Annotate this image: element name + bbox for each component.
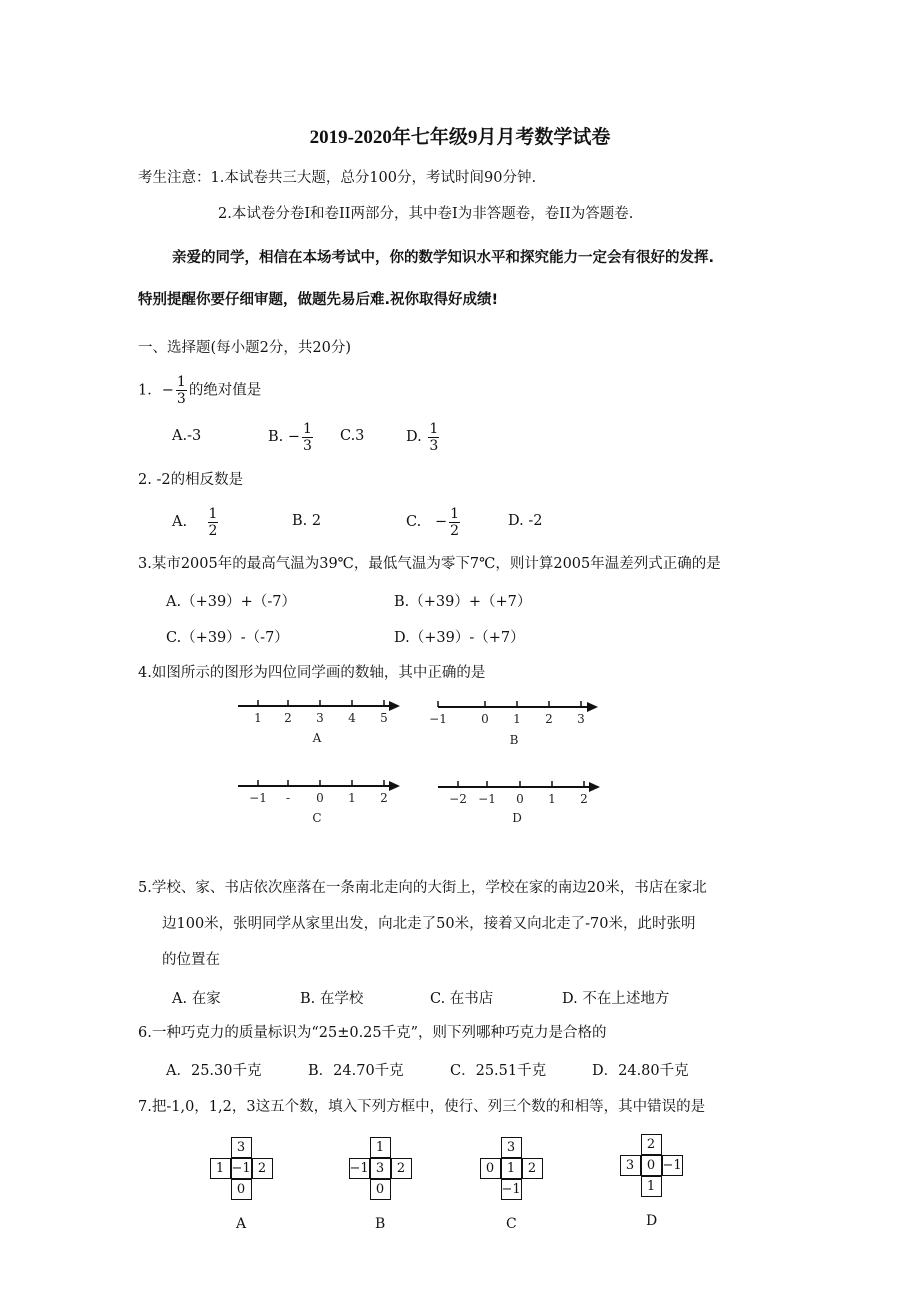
tick-label: 2 [545, 712, 553, 726]
grid-option-label: D [646, 1213, 658, 1229]
grid-cell-top: 3 [231, 1137, 252, 1158]
grid-cell-right: −1 [662, 1155, 683, 1176]
tick-label: 1 [254, 711, 262, 725]
question-5-line-2: 边100米，张明同学从家里出发，向北走了50米，接着又向北走了-70米，此时张明 [162, 916, 696, 932]
notice-text: 1.本试卷共三大题，总分100分，考试时间90分钟. [210, 170, 537, 186]
minus: − [161, 382, 174, 399]
grid-cell-right: 2 [252, 1158, 273, 1179]
question-4: 4.如图所示的图形为四位同学画的数轴，其中正确的是 [138, 665, 486, 681]
opt-label: D. [406, 429, 422, 445]
grid-cell-top: 1 [370, 1137, 391, 1158]
numerator: 1 [176, 374, 186, 390]
denominator: 3 [429, 437, 439, 454]
tick-label: 0 [481, 712, 489, 726]
q1-option-a: A.-3 [172, 428, 202, 444]
q5-option-b: B. 在学校 [300, 991, 364, 1007]
arrow-icon [587, 702, 598, 712]
denominator: 2 [208, 522, 218, 539]
question-6: 6.一种巧克力的质量标识为“25±0.25千克”，则下列哪种巧克力是合格的 [138, 1025, 607, 1041]
q2-option-b: B. 2 [292, 513, 322, 529]
q3-option-d: D.（+39）-（+7） [394, 630, 525, 646]
grid-cell-center: 1 [501, 1158, 522, 1179]
q3-option-c: C.（+39）-（-7） [166, 630, 289, 646]
question-5-line-1: 5.学校、家、书店依次座落在一条南北走向的大街上，学校在家的南边20米，书店在家北 [138, 880, 707, 896]
encourage-2: 特别提醒你要仔细审题，做题先易后难.祝你取得好成绩! [138, 292, 499, 308]
exam-title: 2019-2020年七年级9月月考数学试卷 [309, 127, 611, 148]
arrow-icon [389, 781, 400, 791]
tick-label: 1 [548, 792, 556, 806]
grid-cell-top: 2 [641, 1134, 662, 1155]
arrow-icon [589, 782, 600, 792]
grid-cell-center: −1 [231, 1158, 252, 1179]
opt-label: C. [406, 514, 422, 530]
numerator: 1 [429, 420, 439, 437]
tick-label: −1 [429, 712, 447, 726]
grid-option-label: B [375, 1216, 386, 1232]
q6-option-c: C．25.51千克 [450, 1063, 547, 1079]
numerator: 1 [450, 505, 460, 522]
grid-cell-right: 2 [522, 1158, 543, 1179]
tick-label: 5 [380, 711, 388, 725]
q5-option-d: D. 不在上述地方 [562, 991, 670, 1007]
tick-label: 1 [348, 791, 356, 805]
denominator: 3 [176, 391, 186, 407]
grid-cell-bottom: −1 [501, 1179, 522, 1200]
grid-cell-top: 3 [501, 1137, 522, 1158]
question-3: 3.某市2005年的最高气温为39℃，最低气温为零下7℃，则计算2005年温差列式正确的是 [138, 556, 721, 572]
tick-label: −1 [478, 792, 496, 806]
q6-option-b: B．24.70千克 [308, 1063, 404, 1079]
q-num: 1． [138, 382, 162, 399]
grid-option-label: C [506, 1216, 517, 1232]
tick-label: 3 [577, 712, 585, 726]
grid-cell-left: 3 [620, 1155, 641, 1176]
opt-label: B. [268, 429, 284, 445]
tick-label: −2 [449, 792, 467, 806]
tick-label: 2 [380, 791, 388, 805]
q5-option-a: A. 在家 [172, 991, 221, 1007]
axis-option-label: C [312, 811, 322, 825]
opt-label: A. [172, 514, 188, 530]
q6-option-d: D．24.80千克 [592, 1063, 689, 1079]
tick-label: 3 [316, 711, 324, 725]
tick-label: 0 [316, 791, 324, 805]
section-heading: 一、选择题(每小题2分，共20分) [138, 340, 351, 356]
tick-label: 4 [348, 711, 356, 725]
grid-cell-center: 3 [370, 1158, 391, 1179]
q5-option-c: C. 在书店 [430, 991, 494, 1007]
q3-option-a: A.（+39）+（-7） [166, 594, 296, 610]
grid-cell-center: 0 [641, 1155, 662, 1176]
tick-label: - [285, 791, 291, 805]
q3-option-b: B.（+39）+（+7） [394, 594, 532, 610]
grid-cell-left: −1 [349, 1158, 370, 1179]
grid-cell-right: 2 [391, 1158, 412, 1179]
grid-cell-bottom: 0 [370, 1179, 391, 1200]
grid-cell-bottom: 1 [641, 1176, 662, 1197]
tick-label: 1 [513, 712, 521, 726]
tick-label: −1 [249, 791, 267, 805]
axis-option-label: A [312, 731, 322, 745]
q6-option-a: A．25.30千克 [166, 1063, 262, 1079]
minus: − [435, 514, 448, 530]
question-5-line-3: 的位置在 [162, 952, 220, 968]
tick-label: 2 [284, 711, 292, 725]
q2-option-d: D. -2 [508, 513, 543, 529]
axis-option-label: D [512, 811, 522, 825]
notice-2: 2.本试卷分卷I和卷II两部分，其中卷I为非答题卷，卷II为答题卷. [218, 206, 634, 222]
q1-option-c: C.3 [340, 428, 365, 444]
question-2: 2. -2的相反数是 [138, 472, 244, 488]
question-7: 7.把-1,0，1,2，3这五个数，填入下列方框中，使行、列三个数的和相等，其中错误的是 [138, 1099, 706, 1115]
denominator: 2 [450, 522, 460, 539]
tick-label: 2 [580, 792, 588, 806]
encourage-1: 亲爱的同学，相信在本场考试中，你的数学知识水平和探究能力一定会有很好的发挥. [172, 250, 715, 266]
grid-option-label: A [236, 1216, 247, 1232]
tick-label: 0 [516, 792, 524, 806]
grid-cell-left: 0 [480, 1158, 501, 1179]
numerator: 1 [208, 505, 218, 522]
notice-label: 考生注意： [138, 170, 211, 186]
denominator: 3 [303, 437, 312, 454]
grid-cell-left: 1 [210, 1158, 231, 1179]
numerator: 1 [303, 420, 312, 437]
arrow-icon [389, 701, 400, 711]
q-text: 的绝对值是 [188, 382, 262, 399]
grid-cell-bottom: 0 [231, 1179, 252, 1200]
minus: − [287, 429, 301, 445]
axis-option-label: B [509, 733, 519, 747]
